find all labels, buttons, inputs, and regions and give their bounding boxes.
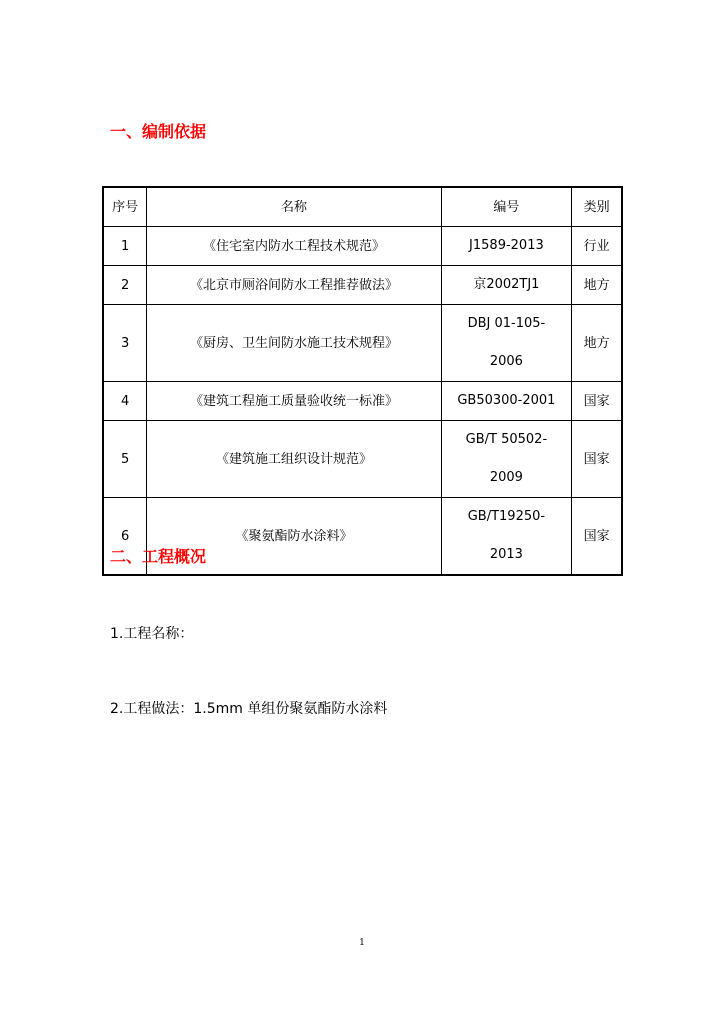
row-index: 6 bbox=[103, 498, 147, 576]
row-code bbox=[441, 266, 572, 305]
row-code-line2: 2009 bbox=[489, 470, 523, 485]
row-index: 4 bbox=[103, 382, 147, 421]
row-category: 地方 bbox=[572, 305, 622, 382]
table-header-row bbox=[103, 187, 622, 227]
table-row bbox=[103, 421, 622, 498]
page-number: 1 bbox=[359, 938, 365, 948]
header-index: 序号 bbox=[103, 187, 147, 227]
header-name: 名称 bbox=[147, 187, 441, 227]
row-index: 1 bbox=[103, 227, 147, 266]
row-category: 地方 bbox=[572, 266, 622, 305]
row-name: 《建筑工程施工质量验收统一标准》 bbox=[147, 382, 441, 421]
table-row bbox=[103, 227, 622, 266]
row-name: 《北京市厕浴间防水工程推荐做法》 bbox=[147, 266, 441, 305]
row-code-line2: 2006 bbox=[489, 354, 523, 369]
row-category: 国家 bbox=[572, 498, 622, 576]
table-row bbox=[103, 305, 622, 382]
row-code bbox=[441, 498, 572, 576]
section-heading-basis: 一、编制依据 bbox=[110, 122, 207, 141]
row-category: 行业 bbox=[572, 227, 622, 266]
row-code bbox=[441, 421, 572, 498]
table-row bbox=[103, 382, 622, 421]
row-code bbox=[441, 227, 572, 266]
table-row bbox=[103, 266, 622, 305]
row-index: 3 bbox=[103, 305, 147, 382]
row-name: 《厨房、卫生间防水施工技术规程》 bbox=[147, 305, 441, 382]
row-index: 2 bbox=[103, 266, 147, 305]
row-index: 5 bbox=[103, 421, 147, 498]
row-code bbox=[441, 382, 572, 421]
row-code-line1: DBJ 01-105- bbox=[467, 316, 546, 331]
standards-table bbox=[102, 186, 623, 576]
row-code-line1: GB50300-2001 bbox=[457, 393, 556, 408]
header-category: 类别 bbox=[572, 187, 622, 227]
row-code-line1: GB/T 50502- bbox=[465, 432, 548, 447]
row-code-line1: GB/T19250- bbox=[467, 509, 546, 524]
row-name: 《住宅室内防水工程技术规范》 bbox=[147, 227, 441, 266]
row-name: 《建筑施工组织设计规范》 bbox=[147, 421, 441, 498]
header-code: 编号 bbox=[441, 187, 572, 227]
row-code-line2: 2013 bbox=[489, 547, 523, 562]
row-category: 国家 bbox=[572, 421, 622, 498]
row-code bbox=[441, 305, 572, 382]
row-code-line1: 京2002TJ1 bbox=[473, 277, 540, 292]
section-heading-overview: 二、工程概况 bbox=[110, 547, 207, 566]
project-name-line: 1.工程名称： bbox=[110, 626, 194, 642]
project-method-line: 2.工程做法：1.5mm 单组份聚氨酯防水涂料 bbox=[110, 701, 388, 717]
row-category: 国家 bbox=[572, 382, 622, 421]
row-code-line1: J1589-2013 bbox=[469, 238, 544, 253]
row-name: 《聚氨酯防水涂料》 bbox=[147, 498, 441, 576]
